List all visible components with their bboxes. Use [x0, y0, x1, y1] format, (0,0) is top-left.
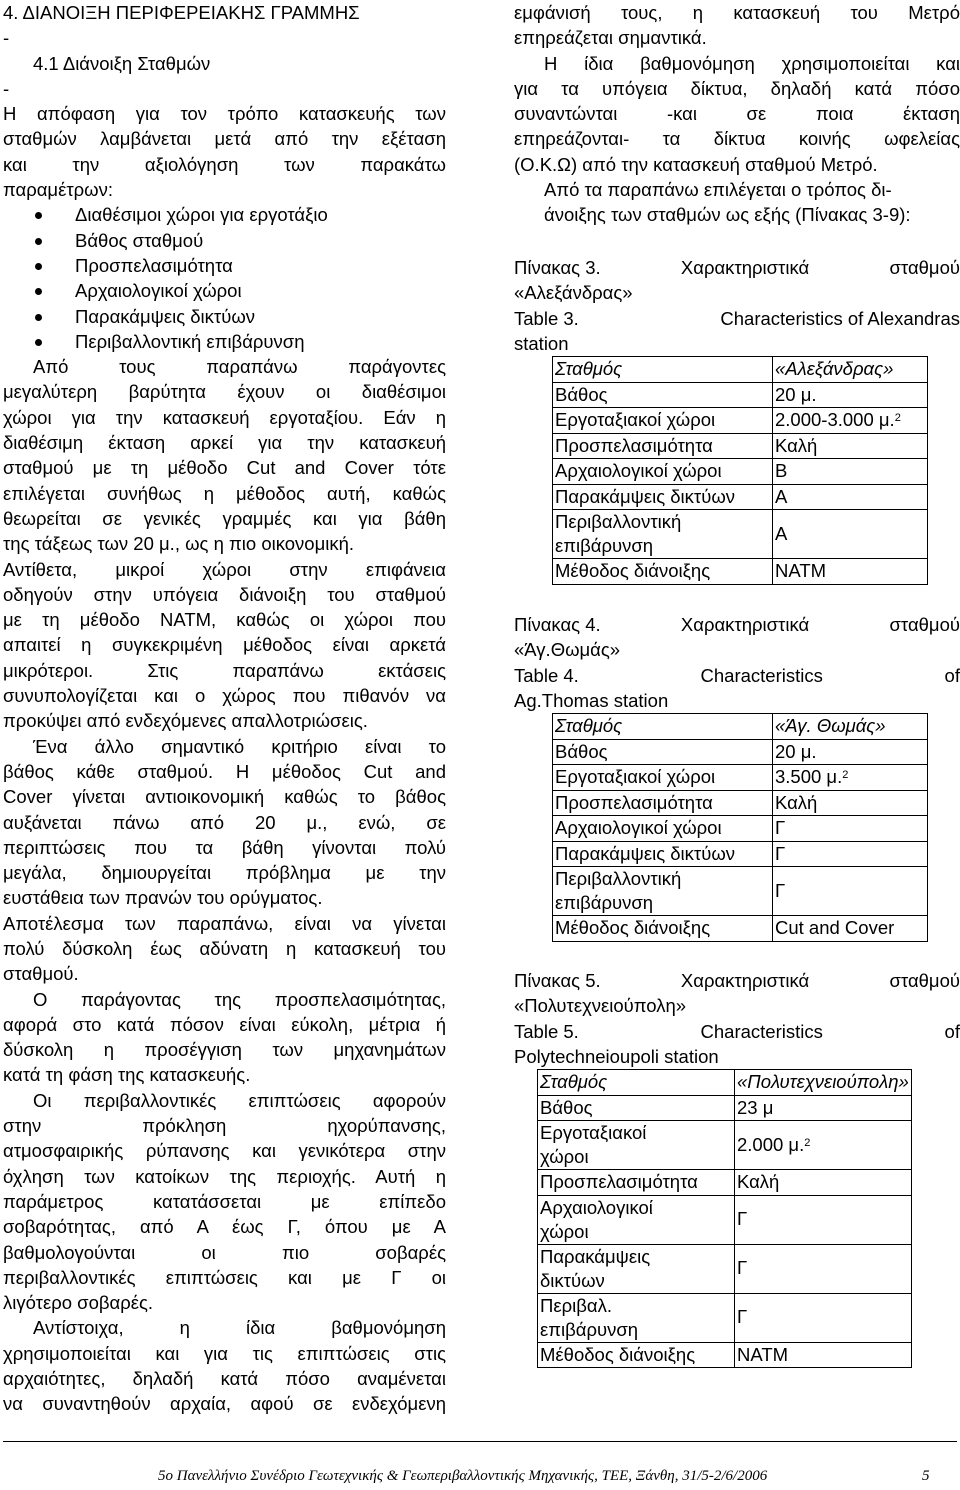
footer-text: 5ο Πανελλήνιο Συνέδριο Γεωτεχνικής & Γεωπεριβαλλοντικής Μηχανικής, ΤΕΕ, Ξάνθη, 31/5-2/6/2006 [158, 1468, 768, 1484]
text-line: σταθμού με τη μέθοδο Cut and Cover τότε [3, 457, 446, 479]
table-cell-value [773, 510, 928, 559]
table-cell-label: Προσπελασιμότητα [553, 433, 773, 459]
table-cell-value [735, 1195, 912, 1244]
text-line: Αντίθετα, μικροί χώροι στην επιφάνεια [3, 558, 446, 580]
table-cell-value-text: Καλή [775, 434, 818, 456]
text-line: Cover γίνεται αντιοικονομική καθώς το βάθος [3, 786, 446, 808]
table-caption-english-cont: Polytechneioupoli station [514, 1045, 719, 1067]
table-row [538, 1070, 912, 1096]
table-row [553, 765, 928, 791]
text-line: χώροι για την κατασκευή εργοταξίου. Εάν η [3, 406, 446, 428]
table-row [538, 1195, 912, 1244]
station-table [552, 713, 928, 942]
text-line: - [3, 27, 10, 49]
text-line: απαιτεί η συγκεκριμένη μέθοδος είναι αρκετά [3, 634, 446, 656]
text-line: Βάθος σταθμού [3, 228, 446, 253]
table-caption-greek-cont: «Πολυτεχνειούπολη» [514, 995, 687, 1017]
text-line: κατά τη φάση της κατασκευής. [3, 1064, 251, 1086]
table-cell-label [538, 1293, 735, 1342]
text-line: αφορά στο κατά πόσον είναι εύκολη, μέτρια ή [3, 1013, 446, 1035]
table-cell-label-line: Περιβαλλοντική [555, 868, 682, 890]
table-3-block [514, 255, 960, 585]
table-caption-greek-cont: «Αλεξάνδρας» [514, 282, 633, 304]
table-row [538, 1170, 912, 1196]
table-cell-value-text: Γ [775, 879, 786, 901]
table-cell-label: Εργοταξιακοί χώροι [553, 765, 773, 791]
table-cell-label-line: Παρακάμψεις [540, 1245, 651, 1267]
text-line: αρχαιότητες, δηλαδή κατά πόσο αναμένεται [3, 1368, 446, 1390]
text-line: παραμέτρων: [3, 179, 113, 201]
text-line: άνοιξης των σταθμών ως εξής (Πίνακας 3-9): [544, 204, 911, 226]
table-cell-value-text: 3.500 μ. [775, 766, 843, 788]
footer-rule [3, 1441, 957, 1442]
text-line: λιγότερο σοβαρές. [3, 1292, 154, 1314]
text-line: χρησιμοποιείται και για τις επιπτώσεις στις [3, 1342, 446, 1364]
table-cell-value-text: «Άγ. Θωμάς» [775, 715, 886, 737]
table-cell-value [735, 1342, 912, 1368]
table-cell-label-line: Περιβαλλοντική [555, 511, 682, 533]
text-line: βαθμολογούνται οι πιο σοβαρές [3, 1241, 446, 1263]
table-cell-value-text: NATM [737, 1343, 789, 1365]
left-column [3, 0, 446, 1417]
text-line: 4.1 Διάνοιξη Σταθμών [33, 52, 211, 74]
table-cell-value [773, 739, 928, 765]
table-cell-value-text: Β [775, 460, 788, 482]
table-caption-greek-cont: «Άγ.Θωμάς» [514, 639, 621, 661]
text-line: δύσκολη η προσέγγιση των μηχανημάτων [3, 1039, 446, 1061]
right-intro-text [514, 0, 960, 228]
table-cell-value [735, 1244, 912, 1293]
table-row [553, 459, 928, 485]
table-caption-english-part: Characteristics of Alexandras [720, 307, 960, 329]
station-table [537, 1069, 912, 1368]
table-cell-label: Μέθοδος διάνοιξης [538, 1342, 735, 1368]
table-cell-value [773, 790, 928, 816]
table-row [553, 408, 928, 434]
table-caption-greek-part: σταθμού [889, 614, 960, 635]
table-caption-english [514, 663, 960, 688]
text-line: με τη μέθοδο NATM, καθώς οι χώροι που [3, 609, 446, 631]
table-caption-english-cont: station [514, 332, 569, 354]
table-caption-english-part: Characteristics [700, 1020, 823, 1042]
table-cell-value [773, 382, 928, 408]
table-cell-label [538, 1244, 735, 1293]
table-row [553, 382, 928, 408]
table-cell-label: Παρακάμψεις δικτύων [553, 841, 773, 867]
text-line: και την αξιολόγηση των παρακάτω [3, 153, 446, 175]
text-line: Διαθέσιμοι χώροι για εργοτάξιο [3, 202, 446, 227]
table-cell-label: Βάθος [553, 382, 773, 408]
table-cell-value [773, 357, 928, 383]
table-caption-greek-part: Πίνακας 5. [514, 970, 601, 991]
table-row [538, 1121, 912, 1170]
table-cell-label: Σταθμός [538, 1070, 735, 1096]
table-cell-value-text: «Πολυτεχνειούπολη» [737, 1071, 909, 1093]
text-line: της τάξεως των 20 μ., ως η πιο οικονομική. [3, 533, 355, 555]
text-line: Από τους παραπάνω παράγοντες [33, 356, 446, 378]
text-line: στην πρόκληση ηχορύπανσης, [3, 1115, 446, 1137]
table-cell-value [773, 816, 928, 842]
table-5-block [514, 968, 960, 1368]
table-row [553, 816, 928, 842]
table-cell-label-line: χώροι [540, 1220, 589, 1242]
text-line: εμφάνισή τους, η κατασκευή του Μετρό [514, 2, 960, 23]
table-caption-greek-part: Χαρακτηριστικά [680, 257, 810, 278]
table-cell-value [735, 1170, 912, 1196]
table-cell-value-text: Καλή [775, 791, 818, 813]
text-line: μεγαλύτερη βαρύτητα έχουν οι διαθέσιμοι [3, 381, 446, 403]
table-cell-value-text: Γ [775, 817, 786, 839]
text-line: αυξάνεται πάνω από 20 μ., ενώ, σε [3, 811, 446, 833]
table-cell-value [735, 1095, 912, 1121]
text-line: μεγάλα, δημιουργείται πρόβλημα με την [3, 862, 446, 884]
table-cell-value [773, 433, 928, 459]
table-cell-label: Σταθμός [553, 357, 773, 383]
table-cell-label-line: επιβάρυνση [540, 1318, 639, 1340]
text-line: 4. ΔΙΑΝΟΙΞΗ ΠΕΡΙΦΕΡΕΙΑΚΗΣ ΓΡΑΜΜΗΣ [3, 2, 360, 23]
right-column [514, 0, 960, 1365]
text-line: Από τα παραπάνω επιλέγεται ο τρόπος δι- [544, 179, 892, 201]
table-cell-value-text: Καλή [737, 1171, 780, 1193]
text-line: περιπτώσεις που τα βάθη γίνονται πολύ [3, 836, 446, 858]
table-cell-value [773, 559, 928, 585]
table-cell-value-text: 2.000 μ. [737, 1133, 805, 1155]
table-cell-value [773, 459, 928, 485]
text-line: ατμοσφαιρικής ρύπανσης και γενικότερα στην [3, 1140, 446, 1162]
table-cell-value [773, 765, 928, 791]
text-line: Αρχαιολογικοί χώροι [3, 278, 446, 303]
table-caption-greek-part: σταθμού [889, 257, 960, 278]
text-line: - [3, 77, 10, 99]
table-cell-value [773, 867, 928, 916]
table-cell-value-text: Γ [737, 1208, 748, 1230]
table-caption-english [514, 306, 960, 331]
table-caption-english-part: Table 5. [514, 1020, 579, 1042]
table-cell-label: Αρχαιολογικοί χώροι [553, 459, 773, 485]
text-line: για τα υπόγεια δίκτυα, δηλαδή κατά πόσο [514, 77, 960, 99]
text-line: Παρακάμψεις δικτύων [3, 304, 446, 329]
table-row [538, 1342, 912, 1368]
table-cell-value [773, 916, 928, 942]
text-line: ευστάθεια των πρανών του ορύγματος. [3, 887, 323, 909]
text-line: Η απόφαση για τον τρόπο κατασκευής των [3, 103, 446, 125]
table-caption-english-part: Table 4. [514, 664, 579, 686]
text-line: επιλέγεται συνήθως η μέθοδος αυτή, καθώς [3, 482, 446, 504]
table-row [538, 1095, 912, 1121]
text-line: πολύ δύσκολη έως αδύνατη η κατασκευή του [3, 937, 446, 959]
table-cell-value-text: 20 μ. [775, 740, 817, 762]
table-caption-greek-part: Πίνακας 4. [514, 614, 601, 635]
table-cell-label: Προσπελασιμότητα [553, 790, 773, 816]
table-cell-value-text: 20 μ. [775, 383, 817, 405]
table-cell-label: Σταθμός [553, 714, 773, 740]
table-caption-greek-part: σταθμού [889, 970, 960, 991]
text-line: διαθέσιμη έκταση αρκεί για την κατασκευή [3, 432, 446, 454]
text-line: Αποτέλεσμα των παραπάνω, είναι να γίνεται [3, 912, 446, 934]
table-cell-value [735, 1121, 912, 1170]
table-cell-value [773, 714, 928, 740]
table-cell-value-text: Γ [737, 1257, 748, 1279]
table-cell-label: Παρακάμψεις δικτύων [553, 484, 773, 510]
table-cell-value [773, 841, 928, 867]
text-line: οδηγούν στην υπόγεια διάνοιξη του σταθμού [3, 583, 446, 605]
table-cell-label [538, 1195, 735, 1244]
table-caption-greek [514, 612, 960, 637]
table-cell-label: Μέθοδος διάνοιξης [553, 559, 773, 585]
superscript: 2 [842, 769, 849, 782]
text-line: σταθμού. [3, 963, 79, 985]
text-line: Η ίδια βαθμονόμηση χρησιμοποιείται και [544, 52, 960, 74]
table-cell-value-text: Γ [737, 1306, 748, 1328]
text-line: σοβαρότητας, από Α έως Γ, όπου με Α [3, 1216, 446, 1238]
table-cell-label [553, 867, 773, 916]
text-line: θεωρείται σε γενικές γραμμές και για βάθη [3, 507, 446, 529]
table-cell-value-text: Γ [775, 842, 786, 864]
table-row [553, 357, 928, 383]
table-row [553, 714, 928, 740]
table-cell-value [773, 484, 928, 510]
table-cell-value-text: Α [775, 522, 788, 544]
table-row [553, 867, 928, 916]
text-line: συνυπολογίζεται και ο χώρος που πιθανόν να [3, 685, 446, 707]
station-table [552, 356, 928, 585]
text-line: Ο παράγοντας της προσπελασιμότητας, [33, 988, 446, 1010]
table-caption-english-cont: Ag.Thomas station [514, 689, 669, 711]
table-cell-label: Προσπελασιμότητα [538, 1170, 735, 1196]
text-line: μικρότεροι. Στις παραπάνω εκτάσεις [3, 659, 446, 681]
text-line: να συναντηθούν αρχαία, αφού σε ενδεχόμενη [3, 1393, 446, 1415]
table-cell-value-text: NATM [775, 560, 827, 582]
text-line: συναντώνται -και σε ποια έκταση [514, 103, 960, 125]
table-row [553, 559, 928, 585]
table-cell-value [735, 1070, 912, 1096]
table-cell-value-text: Α [775, 485, 788, 507]
table-cell-value [773, 408, 928, 434]
table-cell-label: Μέθοδος διάνοιξης [553, 916, 773, 942]
text-line: βάθος κάθε σταθμού. Η μέθοδος Cut and [3, 760, 446, 782]
table-cell-label-line: Αρχαιολογικοί [540, 1196, 653, 1218]
table-cell-label [553, 510, 773, 559]
table-cell-value-text: 23 μ [737, 1096, 774, 1118]
text-line: Προσπελασιμότητα [3, 253, 446, 278]
table-row [553, 739, 928, 765]
table-cell-label-line: Εργοταξιακοί [540, 1122, 647, 1144]
text-line: περιβαλλοντικές επιπτώσεις και με Γ οι [3, 1266, 446, 1288]
table-caption-english-part: Characteristics [700, 664, 823, 686]
text-line: Οι περιβαλλοντικές επιπτώσεις αφορούν [33, 1089, 446, 1111]
table-cell-label: Εργοταξιακοί χώροι [553, 408, 773, 434]
table-cell-value [735, 1293, 912, 1342]
table-row [553, 916, 928, 942]
table-cell-label-line: επιβάρυνση [555, 535, 654, 557]
table-row [538, 1293, 912, 1342]
text-line: Ένα άλλο σημαντικό κριτήριο είναι το [33, 735, 446, 757]
table-cell-label [538, 1121, 735, 1170]
table-row [538, 1244, 912, 1293]
table-row [553, 841, 928, 867]
table-row [553, 510, 928, 559]
table-row [553, 433, 928, 459]
text-line: σταθμών λαμβάνεται μετά από την εξέταση [3, 128, 446, 150]
superscript: 2 [894, 412, 901, 425]
table-4-block [514, 612, 960, 942]
table-row [553, 484, 928, 510]
table-cell-value-text: «Αλεξάνδρας» [775, 358, 894, 380]
text-line: επηρεάζονται- τα δίκτυα κοινής ωφελείας [514, 128, 960, 150]
page-number: 5 [922, 1468, 930, 1484]
table-cell-label-line: χώροι [540, 1146, 589, 1168]
text-line: προκύψει από ενδεχόμενες απαλλοτριώσεις. [3, 710, 368, 732]
table-caption-greek-part: Χαρακτηριστικά [680, 970, 810, 991]
table-cell-label-line: Περιβαλ. [540, 1294, 612, 1316]
text-line: Αντίστοιχα, η ίδια βαθμονόμηση [33, 1317, 446, 1339]
text-line: παράμετρος κατατάσσεται με επίπεδο [3, 1190, 446, 1212]
table-cell-label: Βάθος [538, 1095, 735, 1121]
table-caption-greek-part: Χαρακτηριστικά [680, 614, 810, 635]
table-caption-english-part: of [944, 1020, 960, 1042]
table-cell-label: Βάθος [553, 739, 773, 765]
table-row [553, 790, 928, 816]
text-line: Περιβαλλοντική επιβάρυνση [3, 329, 446, 354]
table-cell-label-line: δικτύων [540, 1269, 605, 1291]
table-cell-label-line: επιβάρυνση [555, 892, 654, 914]
table-caption-english-part: Table 3. [514, 307, 579, 329]
table-cell-label: Αρχαιολογικοί χώροι [553, 816, 773, 842]
table-caption-english [514, 1019, 960, 1044]
table-caption-greek-part: Πίνακας 3. [514, 257, 601, 278]
table-caption-english-part: of [944, 664, 960, 686]
table-cell-value-text: Cut and Cover [775, 917, 895, 939]
superscript: 2 [804, 1136, 811, 1149]
table-caption-greek [514, 968, 960, 993]
text-line: όχληση των κατοίκων της περιοχής. Αυτή η [3, 1165, 446, 1187]
text-line: (Ο.Κ.Ω) από την κατασκευή σταθμού Μετρό. [514, 153, 878, 175]
text-line: επηρεάζεται σημαντικά. [514, 27, 707, 49]
table-caption-greek [514, 255, 960, 280]
table-cell-value-text: 2.000-3.000 μ. [775, 409, 895, 431]
